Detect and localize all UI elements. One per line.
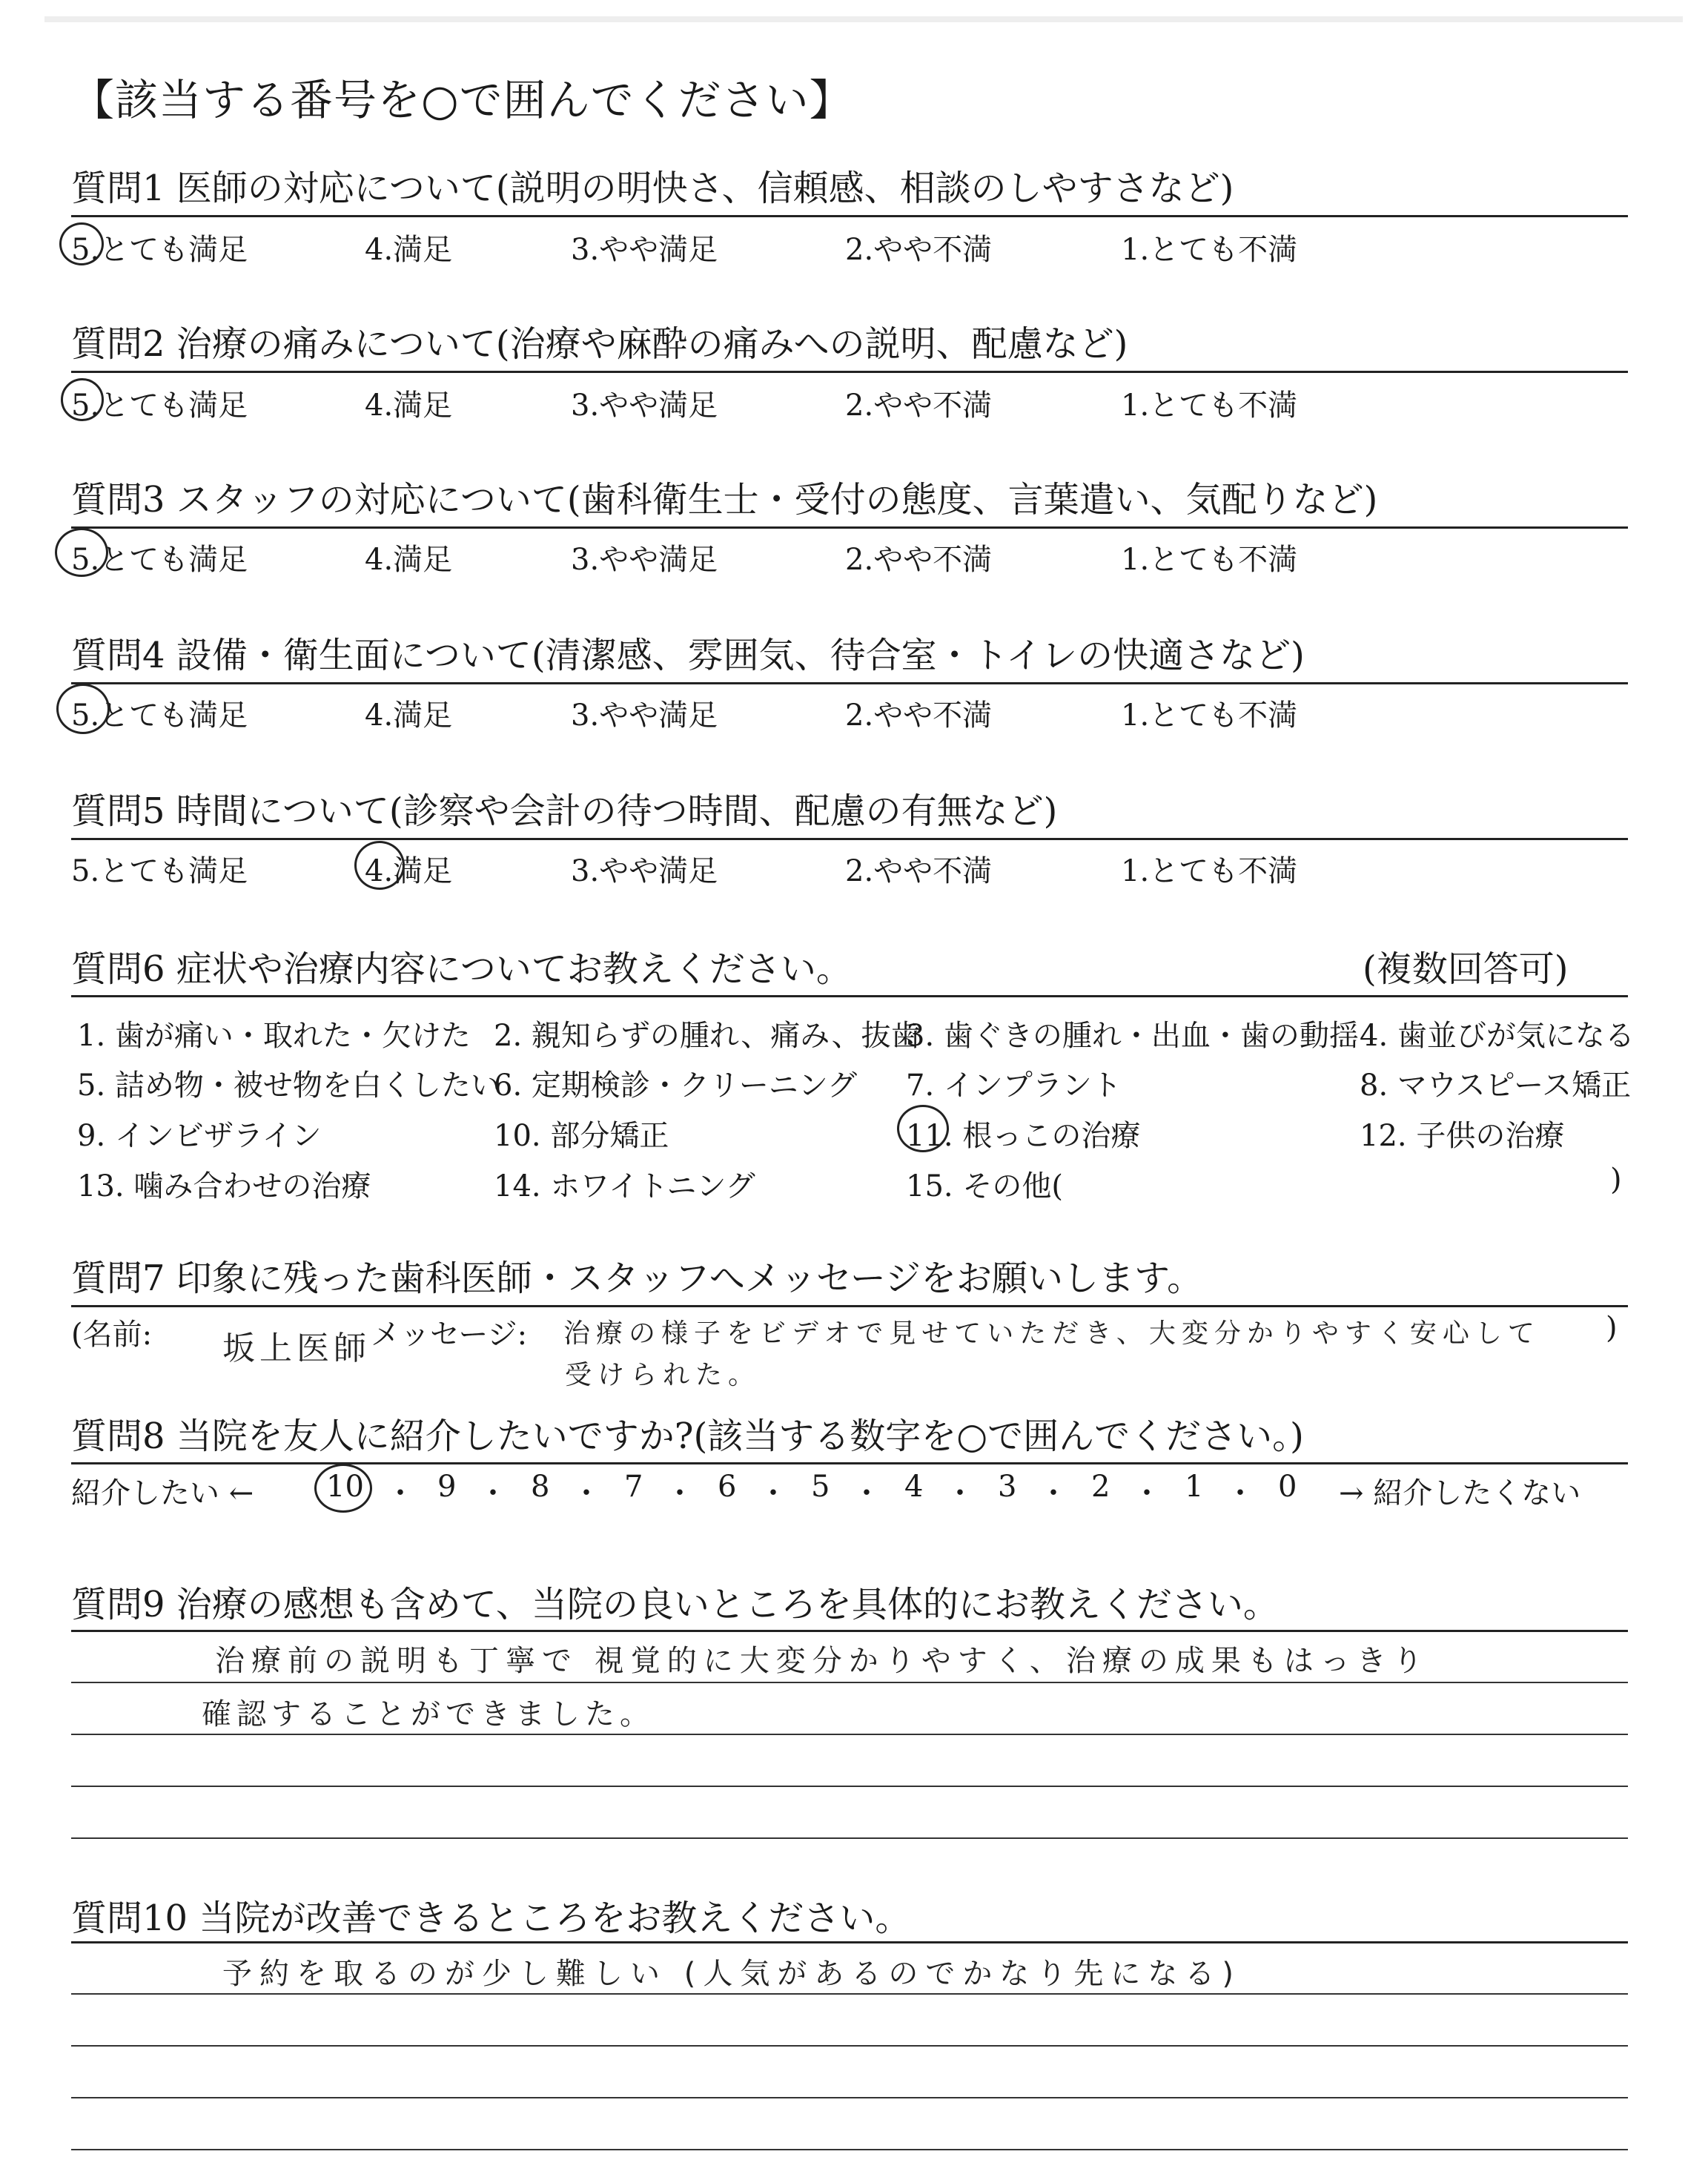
- q3-option-2[interactable]: 2.やや不満: [845, 543, 993, 577]
- q10-answer-line: [71, 1993, 1628, 1995]
- q7-rule: [71, 1305, 1628, 1307]
- q1-rule: [71, 215, 1628, 217]
- q6-option-4[interactable]: 4. 歯並びが気になる: [1360, 1019, 1635, 1053]
- q10-rule: [71, 1941, 1628, 1943]
- q8-separator: ・: [665, 1476, 695, 1510]
- q6-option-5[interactable]: 5. 詰め物・被せ物を白くしたい: [77, 1069, 500, 1103]
- q8-separator: ・: [572, 1476, 601, 1510]
- q8-separator: ・: [1132, 1476, 1162, 1510]
- q8-score-3[interactable]: 3: [998, 1470, 1017, 1504]
- q8-score-9[interactable]: 9: [437, 1470, 457, 1504]
- q6-option-2[interactable]: 2. 親知らずの腫れ、痛み、抜歯: [494, 1019, 921, 1053]
- q7-name-handwritten[interactable]: 坂上医師: [222, 1330, 371, 1367]
- q2-option-2[interactable]: 2.やや不満: [845, 389, 993, 423]
- q5-option-5[interactable]: 5.とても満足: [71, 854, 248, 888]
- q2-selection-circle: [61, 378, 104, 421]
- q8-score-1[interactable]: 1: [1185, 1470, 1204, 1504]
- q8-score-4[interactable]: 4: [904, 1470, 924, 1504]
- q6-rule: [71, 995, 1628, 997]
- q7-message-line2[interactable]: 受けられた。: [565, 1360, 761, 1390]
- q6-option-7[interactable]: 7. インプラント: [906, 1069, 1122, 1103]
- q7-name-label: (名前:: [71, 1318, 153, 1352]
- q10-title: 質問10 当院が改善できるところをお教えください。: [71, 1898, 911, 1939]
- q8-separator: ・: [852, 1476, 881, 1510]
- q2-title: 質問2 治療の痛みについて(治療や麻酔の痛みへの説明、配慮など): [71, 323, 1128, 365]
- q4-option-2[interactable]: 2.やや不満: [845, 698, 993, 733]
- q3-option-3[interactable]: 3.やや満足: [571, 543, 718, 577]
- q6-option-3[interactable]: 3. 歯ぐきの腫れ・出血・歯の動揺: [906, 1019, 1359, 1053]
- q8-left-label: 紹介したい ←: [71, 1476, 254, 1510]
- q6-multi-answer-note: (複数回答可): [1363, 948, 1569, 990]
- q2-option-5[interactable]: 5.とても満足: [71, 389, 248, 423]
- q8-title: 質問8 当院を友人に紹介したいですか?(該当する数字を○で囲んでください。): [71, 1416, 1304, 1457]
- q6-option-15-close-paren: ): [1610, 1163, 1622, 1197]
- q6-option-8[interactable]: 8. マウスピース矯正: [1360, 1069, 1632, 1103]
- q6-selection-circle: [897, 1105, 949, 1152]
- q5-option-2[interactable]: 2.やや不満: [845, 854, 993, 888]
- q6-option-14[interactable]: 14. ホワイトニング: [494, 1169, 755, 1203]
- q9-title: 質問9 治療の感想も含めて、当院の良いところを具体的にお教えください。: [71, 1584, 1279, 1625]
- q7-close-paren: ): [1606, 1311, 1618, 1345]
- q6-option-9[interactable]: 9. インビザライン: [77, 1119, 322, 1153]
- q4-option-5[interactable]: 5.とても満足: [71, 698, 248, 733]
- q3-title: 質問3 スタッフの対応について(歯科衛生士・受付の態度、言葉遣い、気配りなど): [71, 479, 1378, 521]
- q2-option-4[interactable]: 4.満足: [365, 389, 453, 423]
- q8-right-label: → 紹介したくない: [1339, 1476, 1581, 1510]
- q8-separator: ・: [758, 1476, 788, 1510]
- q9-answer-text-line2[interactable]: 確認することができました。: [202, 1697, 655, 1731]
- q8-selection-circle: [314, 1464, 372, 1513]
- q6-option-6[interactable]: 6. 定期検診・クリーニング: [494, 1069, 858, 1103]
- q3-option-1[interactable]: 1.とても不満: [1121, 543, 1298, 577]
- q1-selection-circle: [59, 222, 104, 265]
- q8-score-8[interactable]: 8: [531, 1470, 550, 1504]
- q1-title: 質問1 医師の対応について(説明の明快さ、信頼感、相談のしやすさなど): [71, 168, 1234, 209]
- q3-option-4[interactable]: 4.満足: [365, 543, 453, 577]
- q8-score-5[interactable]: 5: [811, 1470, 830, 1504]
- q9-answer-line: [71, 1837, 1628, 1839]
- top-edge-strip: [44, 16, 1683, 22]
- q5-selection-circle: [354, 841, 405, 890]
- q4-title: 質問4 設備・衛生面について(清潔感、雰囲気、待合室・トイレの快適さなど): [71, 635, 1305, 676]
- q8-score-10[interactable]: 10: [326, 1470, 364, 1504]
- q1-option-1[interactable]: 1.とても不満: [1121, 233, 1298, 267]
- q6-option-12[interactable]: 12. 子供の治療: [1360, 1119, 1565, 1153]
- q10-answer-text-line1[interactable]: 予約を取るのが少し難しい (人気があるのでかなり先になる): [222, 1957, 1241, 1991]
- q7-title: 質問7 印象に残った歯科医師・スタッフへメッセージをお願いします。: [71, 1258, 1203, 1299]
- q9-answer-line: [71, 1786, 1628, 1787]
- q4-option-1[interactable]: 1.とても不満: [1121, 698, 1298, 733]
- q9-answer-line: [71, 1682, 1628, 1683]
- q6-title: 質問6 症状や治療内容についてお教えください。: [71, 948, 852, 990]
- q4-rule: [71, 682, 1628, 684]
- q8-score-0[interactable]: 0: [1278, 1470, 1297, 1504]
- q5-option-3[interactable]: 3.やや満足: [571, 854, 718, 888]
- q8-separator: ・: [385, 1476, 415, 1510]
- q3-option-5[interactable]: 5.とても満足: [71, 543, 248, 577]
- q3-rule: [71, 526, 1628, 529]
- q6-option-1[interactable]: 1. 歯が痛い・取れた・欠けた: [77, 1019, 471, 1053]
- q5-option-1[interactable]: 1.とても不満: [1121, 854, 1298, 888]
- q1-option-5[interactable]: 5.とても満足: [71, 233, 248, 267]
- q5-rule: [71, 838, 1628, 840]
- q4-option-4[interactable]: 4.満足: [365, 698, 453, 733]
- q9-answer-text-line1[interactable]: 治療前の説明も丁寧で 視覚的に大変分かりやすく、治療の成果もはっきり: [215, 1644, 1429, 1678]
- form-heading: 【該当する番号を○で囲んでください】: [71, 75, 853, 125]
- q2-option-3[interactable]: 3.やや満足: [571, 389, 718, 423]
- q5-option-4[interactable]: 4.満足: [365, 854, 453, 888]
- q7-message-label: メッセージ:: [371, 1318, 528, 1352]
- q8-separator: ・: [945, 1476, 975, 1510]
- q5-title: 質問5 時間について(診察や会計の待つ時間、配慮の有無など): [71, 790, 1058, 832]
- q1-option-4[interactable]: 4.満足: [365, 233, 453, 267]
- q2-option-1[interactable]: 1.とても不満: [1121, 389, 1298, 423]
- q1-option-2[interactable]: 2.やや不満: [845, 233, 993, 267]
- q8-separator: ・: [1225, 1476, 1255, 1510]
- q4-option-3[interactable]: 3.やや満足: [571, 698, 718, 733]
- q10-answer-line: [71, 2149, 1628, 2150]
- q4-selection-circle: [56, 684, 110, 734]
- q8-separator: ・: [478, 1476, 508, 1510]
- q8-score-7[interactable]: 7: [624, 1470, 643, 1504]
- q9-rule: [71, 1630, 1628, 1632]
- q8-separator: ・: [1039, 1476, 1068, 1510]
- q6-option-15[interactable]: 15. その他(: [906, 1169, 1063, 1203]
- q7-message-line1[interactable]: 治療の様子をビデオで見せていただき、大変分かりやすく安心して: [563, 1318, 1540, 1349]
- q6-option-10[interactable]: 10. 部分矯正: [494, 1119, 669, 1153]
- q6-option-11[interactable]: 11. 根っこの治療: [906, 1119, 1141, 1153]
- q2-rule: [71, 371, 1628, 373]
- q10-answer-line: [71, 2045, 1628, 2047]
- q8-rule: [71, 1462, 1628, 1464]
- q1-option-3[interactable]: 3.やや満足: [571, 233, 718, 267]
- q8-score-2[interactable]: 2: [1091, 1470, 1110, 1504]
- q3-selection-circle: [55, 528, 108, 577]
- q8-score-6[interactable]: 6: [718, 1470, 737, 1504]
- q6-option-13[interactable]: 13. 噛み合わせの治療: [77, 1169, 371, 1203]
- q10-answer-line: [71, 2097, 1628, 2098]
- q9-answer-line: [71, 1734, 1628, 1735]
